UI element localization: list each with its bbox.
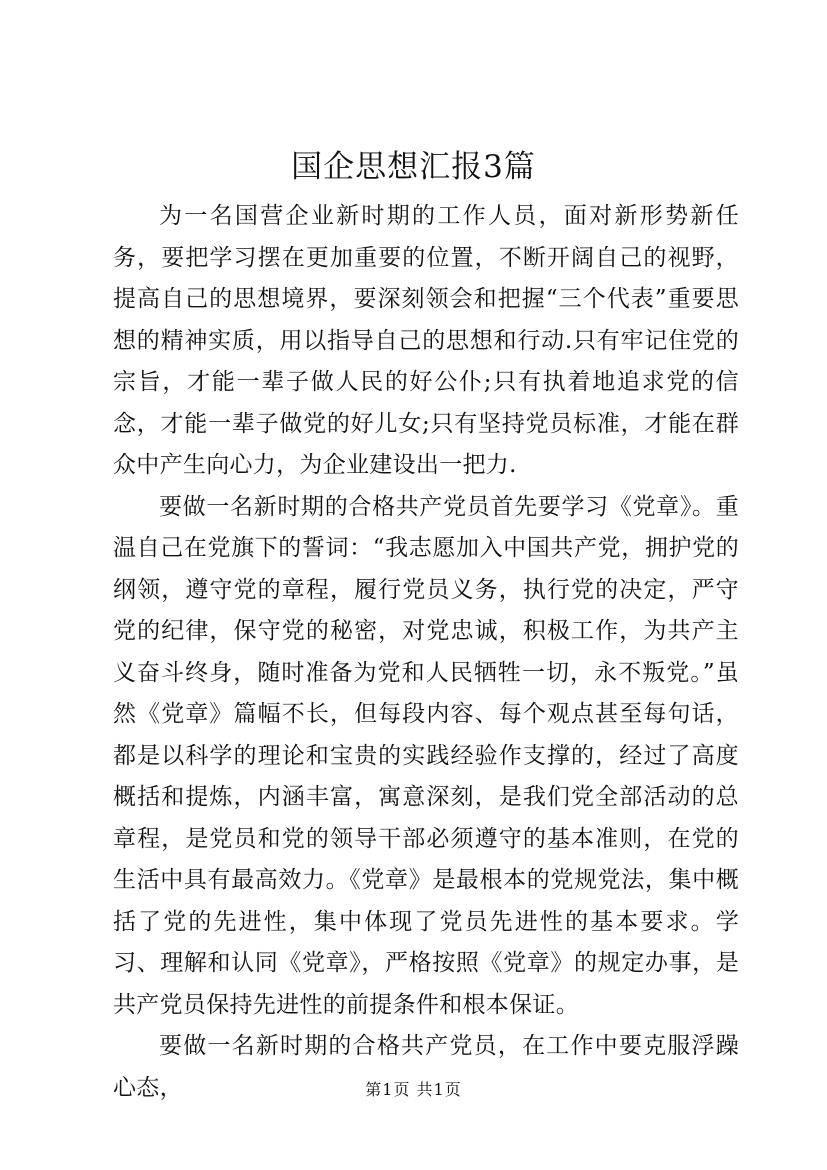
page-footer: 第1页 共1页 [365, 1080, 462, 1099]
paragraph-3: 要做一名新时期的合格共产党员，在工作中要克服浮躁心态， [113, 1033, 739, 1101]
paragraph-2: 要做一名新时期的合格共产党员首先要学习《党章》。重温自己在党旗下的誓词：“我志愿加入中国共产党，拥护党的纲领，遵守党的章程，履行党员义务，执行党的决定，严守党的纪律，保守党的秘密，对党忠诚，积极工作，为共产主义奋斗终身，随时准备为党和人民牺牲一切，永不叛党。”虽然《党章》篇幅不长，但每段内容、每个观点甚至每句话，都是以科学的理论和宝贵的实践经验作支撑的，经过了高度概括和提炼，内涵丰富，寓意深刻，是我们党全部活动的总章程，是党员和党的领导干部必须遵守的基本准则，在党的生活中具有最高效力。《党章》是最根本的党规党法，集中概括了党的先进性，集中体现了党员先进性的基本要求。学习、理解和认同《党章》，严格按照《党章》的规定办事，是共产党员保持先进性的前提条件和根本保证。 [113, 493, 739, 1018]
paragraph-1: 为一名国营企业新时期的工作人员，面对新形势新任务，要把学习摆在更加重要的位置，不断开阔自己的视野，提高自己的思想境界，要深刻领会和把握“三个代表”重要思想的精神实质，用以指导自己的思想和行动.只有牢记住党的宗旨，才能一辈子做人民的好公仆;只有执着地追求党的信念，才能一辈子做党的好儿女;只有坚持党员标准，才能在群众中产生向心力，为企业建设出一把力. [113, 203, 739, 478]
document-body [113, 196, 739, 1109]
document-title: 国企思想汇报3篇 [291, 149, 536, 185]
